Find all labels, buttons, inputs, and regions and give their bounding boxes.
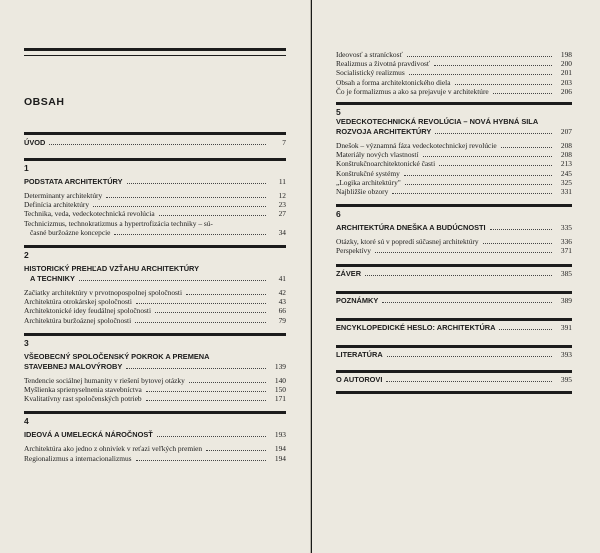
entry-title: O AUTOROVI [336,374,383,384]
page-number: 43 [278,297,286,307]
dot-leader [127,183,266,184]
page-number: 140 [274,375,286,385]
dot-leader [93,206,266,207]
entry-title: Kvalitatívny rast spoločenských potrieb [24,394,142,404]
toc-entry [24,219,286,228]
toc-entry [336,169,572,178]
toc-entry [336,87,572,96]
toc-entry-heslo [336,323,572,333]
section-number: 3 [24,337,29,348]
entry-title: VEDECKOTECHNICKÁ REVOLÚCIA – NOVÁ HYBNÁ SILA [336,117,539,127]
section-rule [336,370,572,373]
dot-leader [189,382,266,383]
entry-title: HISTORICKÝ PREHĽAD VZŤAHU ARCHITEKTÚRY [24,264,200,274]
entry-title: Technicizmus, technokratizmus a hypertrofizácia techniky – sú- [24,218,213,228]
dot-leader [387,356,552,357]
dot-leader [439,165,552,166]
toc-entry [336,178,572,187]
toc-entry-o-autorovi [336,375,572,385]
section-title-1 [24,177,286,187]
entry-title: Perspektívy [336,246,371,256]
entry-title: STAVEBNEJ MALOVÝROBY [24,361,123,371]
page-number: 395 [560,374,572,384]
dot-leader [146,391,266,392]
dot-leader [455,84,552,85]
dot-leader [135,322,266,323]
toc-entry [24,297,286,306]
page-number: 194 [274,453,286,463]
entry-title: A TECHNIKY [30,274,75,284]
entry-title: ÚVOD [24,138,46,147]
page-number: 27 [278,209,286,219]
toc-entry [24,385,286,394]
page-number: 245 [560,168,572,178]
dot-leader [483,243,552,244]
dot-leader [155,312,266,313]
toc-entry [336,78,572,87]
entry-title: Architektúra otrokárskej spoločnosti [24,297,132,307]
toc-entry [336,50,572,59]
page-number: 150 [274,385,286,395]
entry-title: Začiatky architektúry v prvotnopospolnej spoločnosti [24,288,183,298]
dot-leader [136,303,266,304]
dot-leader [159,215,266,216]
page-number: 12 [278,191,286,200]
toc-entry [336,187,572,196]
entry-title: Realizmus a životná pravdivosť [336,59,431,69]
dot-leader [375,252,552,253]
dot-leader [386,381,552,382]
dot-leader [49,144,266,145]
section-number: 6 [336,209,341,220]
entry-title: Tendencie sociálnej humanity v riešení bytovej otázky [24,375,185,385]
entry-title: Regionalizmus a internacionalizmus [24,453,132,463]
page-number: 336 [560,237,572,247]
page-number: 208 [560,141,572,151]
page-number: 371 [560,246,572,256]
page-number: 139 [274,361,286,371]
right-page [312,0,600,553]
entry-title: Konštrukčnoarchitektonické časti [336,159,436,169]
section-number: 1 [24,163,29,173]
entry-title: Konštrukčné systémy [336,168,400,178]
section-rule [24,245,286,248]
toc-entry [336,68,572,77]
toc-entry [24,191,286,200]
toc-entry-uvod [24,138,286,148]
dot-leader [409,74,552,75]
toc-entry [336,150,572,159]
page-number: 23 [278,200,286,210]
toc-entry [24,200,286,209]
dot-leader [490,229,552,230]
page-number: 213 [560,159,572,169]
dot-leader [499,329,552,330]
page-number: 335 [560,223,572,233]
entry-title: ZÁVER [336,268,362,278]
dot-leader [382,302,552,303]
entry-title: Materiály nových vlastností [336,150,419,160]
dot-leader [407,56,552,57]
page-number: 385 [560,268,572,278]
entry-title: Najbližšie obzory [336,187,389,197]
page-number: 42 [278,288,286,298]
entry-title: POZNÁMKY [336,295,379,305]
section-title-3b [24,362,286,372]
toc-entry [336,246,572,255]
toc-entry [336,141,572,150]
entry-title: Dnešok – významná fáza vedeckotechnickej revolúcie [336,141,497,151]
page-number: 7 [282,138,286,147]
toc-entry [24,376,286,385]
entry-title: Ideovosť a straníckosť [336,50,403,59]
entry-title: „Logika architektúry" [336,177,401,187]
toc-entry [24,394,286,403]
page-number: 207 [560,127,572,137]
entry-title: ROZVOJA ARCHITEKTÚRY [336,127,432,137]
entry-title: Determinanty architektúry [24,191,103,200]
page-number: 171 [274,394,286,404]
toc-heading: OBSAH [24,96,65,108]
section-title-2b [24,274,286,284]
dot-leader [493,93,552,94]
toc-entry [24,316,286,325]
page-number: 66 [278,306,286,316]
page-number: 194 [274,444,286,454]
section-rule [336,264,572,267]
page-number: 325 [560,177,572,187]
toc-entry [24,444,286,453]
entry-title: IDEOVÁ A UMELECKÁ NÁROČNOSŤ [24,430,153,440]
section-title-3a [24,352,286,362]
entry-title: Otázky, ktoré sú v popredí súčasnej architektúry [336,237,479,247]
page-number: 393 [560,349,572,359]
section-title-6 [336,223,572,233]
dot-leader [434,65,552,66]
page-number: 208 [560,150,572,160]
entry-title: PODSTATA ARCHITEKTÚRY [24,177,123,186]
page-number: 34 [278,227,286,237]
section-rule [336,291,572,294]
entry-title: ARCHITEKTÚRA DNEŠKA A BUDÚCNOSTI [336,223,486,233]
page-number: 389 [560,295,572,305]
toc-entry-literatura [336,350,572,360]
toc-entry-cont [24,228,286,237]
section-number: 5 [336,107,341,118]
page-number: 203 [560,77,572,87]
dot-leader [146,400,266,401]
toc-entry [336,59,572,68]
entry-title: Architektonické idey feudálnej spoločnosti [24,306,152,316]
dot-leader [501,147,552,148]
section-title-2a [24,264,286,274]
dot-leader [126,368,266,369]
section-rule [24,333,286,336]
dot-leader [404,175,552,176]
entry-title: VŠEOBECNÝ SPOLOČENSKÝ POKROK A PREMENA [24,351,210,361]
entry-title: Architektúra ako jedno z ohnivíek v reťazi veľkých premien [24,444,203,454]
section-rule [336,102,572,105]
dot-leader [405,184,552,185]
section-rule [336,345,572,348]
entry-title: Socialistický realizmus [336,68,405,78]
section-rule [24,411,286,414]
dot-leader [114,234,266,235]
toc-entry [24,288,286,297]
uvod-rule [24,132,286,135]
section-title-5a [336,117,572,127]
toc-entry [336,159,572,168]
dot-leader [392,193,552,194]
entry-title: Čo je formalizmus a ako sa prejavuje v architektúre [336,86,489,96]
entry-title: Technika, veda, vedeckotechnická revolúcia [24,209,155,219]
toc-entry [24,209,286,218]
toc-entry-poznamky [336,296,572,306]
page-number: 206 [560,86,572,96]
page-number: 198 [560,50,572,59]
dot-leader [435,133,552,134]
dot-leader [423,156,552,157]
section-number: 4 [24,416,29,427]
page-number: 79 [278,315,286,325]
section-number: 2 [24,250,29,261]
toc-entry [24,306,286,315]
dot-leader [136,460,266,461]
entry-title: Myšlienka sprienyselnenia stavebníctva [24,385,142,395]
dot-leader [206,450,266,451]
bottom-rule [336,391,572,394]
toc-entry-zaver [336,269,572,279]
section-rule [336,204,572,207]
entry-title: ENCYKLOPEDICKÉ HESLO: ARCHITEKTÚRA [336,322,496,332]
page-number: 331 [560,187,572,197]
entry-title: Definícia architektúry [24,200,90,210]
dot-leader [79,280,266,281]
section-title-4 [24,430,286,440]
dot-leader [106,197,266,198]
page-number: 201 [560,68,572,78]
entry-title: Obsah a forma architektonického diela [336,77,451,87]
page-number: 41 [278,274,286,284]
page-number: 200 [560,59,572,69]
dot-leader [157,436,266,437]
top-rule-thin [24,55,286,56]
entry-title: LITERATÚRA [336,349,383,359]
dot-leader [365,275,552,276]
section-title-5b [336,127,572,137]
entry-title: Architektúra buržoáznej spoločnosti [24,315,132,325]
left-toc [24,48,286,463]
page-number: 391 [560,322,572,332]
toc-entry [24,454,286,463]
page-number: 11 [278,177,286,186]
entry-title: časné buržoázne koncepcie [30,227,111,237]
dot-leader [186,294,266,295]
section-rule [336,318,572,321]
section-rule [24,158,286,161]
page-number: 193 [274,430,286,440]
toc-entry [336,237,572,246]
right-toc [336,50,572,394]
